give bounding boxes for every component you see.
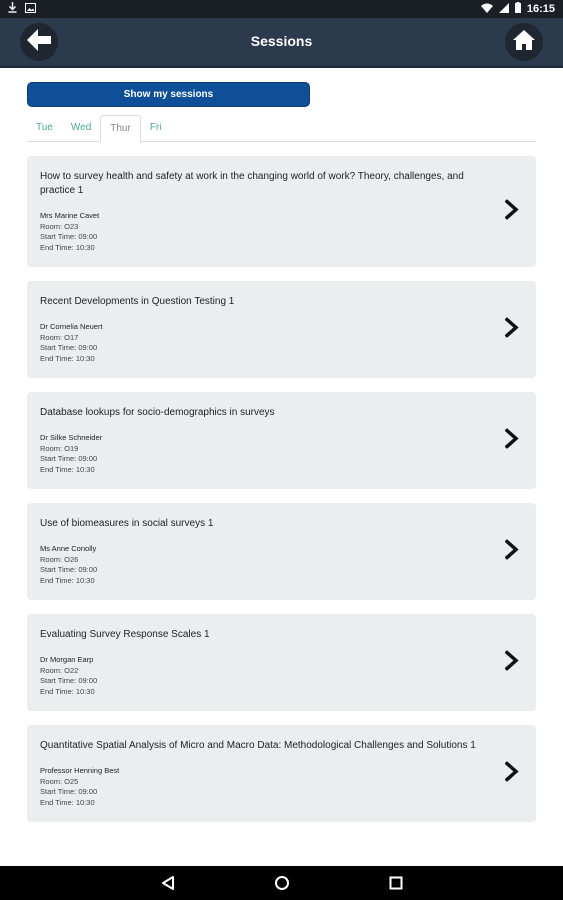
session-title: Evaluating Survey Response Scales 1 xyxy=(40,629,210,640)
status-bar xyxy=(0,0,563,18)
battery-icon xyxy=(515,2,521,16)
download-icon xyxy=(8,2,17,16)
session-end-time: End Time: 10:30 xyxy=(40,353,95,363)
session-card[interactable] xyxy=(27,392,536,489)
wifi-icon xyxy=(481,3,493,16)
app-bar xyxy=(0,18,563,68)
session-title: Quantitative Spatial Analysis of Micro and Macro Data: Methodological Challenges and Solutions 1 xyxy=(40,740,476,751)
session-end-time: End Time: 10:30 xyxy=(40,464,95,474)
tab-thur[interactable]: Thur xyxy=(100,115,141,143)
session-end-time: End Time: 10:30 xyxy=(40,797,95,807)
session-card[interactable] xyxy=(27,614,536,711)
session-title: Use of biomeasures in social surveys 1 xyxy=(40,518,214,529)
show-my-sessions-button[interactable]: Show my sessions xyxy=(27,82,310,107)
session-speaker: Ms Anne Conolly xyxy=(40,544,97,553)
session-card[interactable] xyxy=(27,725,536,822)
nav-back-icon[interactable] xyxy=(160,875,176,896)
session-title: Database lookups for socio-demographics in surveys xyxy=(40,407,275,418)
session-start-time: Start Time: 09:00 xyxy=(40,454,98,463)
session-end-time: End Time: 10:30 xyxy=(40,242,95,252)
tab-wed[interactable]: Wed xyxy=(70,122,92,133)
chevron-right-icon[interactable] xyxy=(505,199,519,224)
session-title: Recent Developments in Question Testing 1 xyxy=(40,296,235,307)
session-speaker: Professor Henning Best xyxy=(40,766,120,775)
tab-fri[interactable]: Fri xyxy=(149,122,162,133)
session-end-time: End Time: 10:30 xyxy=(40,686,95,696)
session-list xyxy=(27,156,536,836)
session-start-time: Start Time: 09:00 xyxy=(40,343,98,352)
session-room: Room: O17 xyxy=(40,332,79,342)
home-icon xyxy=(513,30,535,55)
session-start-time: Start Time: 09:00 xyxy=(40,787,98,796)
day-tabs xyxy=(27,115,536,142)
session-card[interactable] xyxy=(27,156,536,267)
image-icon xyxy=(25,3,36,16)
session-title: How to survey health and safety at work in the changing world of work? Theory, challenges, and practice 1 xyxy=(40,171,464,196)
session-start-time: Start Time: 09:00 xyxy=(40,676,98,685)
session-speaker: Dr Silke Schneider xyxy=(40,433,103,442)
chevron-right-icon[interactable] xyxy=(505,539,519,564)
page-title: Sessions xyxy=(250,33,313,49)
home-button[interactable] xyxy=(505,23,543,61)
session-speaker: Dr Cornelia Neuert xyxy=(40,322,103,331)
session-room: Room: O23 xyxy=(40,221,79,231)
session-room: Room: O25 xyxy=(40,776,79,786)
session-room: Room: O22 xyxy=(40,665,79,675)
nav-recents-icon[interactable] xyxy=(388,875,404,896)
clock: 16:15 xyxy=(526,3,555,15)
session-room: Room: O19 xyxy=(40,443,79,453)
chevron-right-icon[interactable] xyxy=(505,428,519,453)
signal-icon xyxy=(499,3,509,16)
system-nav-bar xyxy=(0,866,563,900)
session-card[interactable] xyxy=(27,281,536,378)
session-end-time: End Time: 10:30 xyxy=(40,575,95,585)
chevron-right-icon[interactable] xyxy=(505,317,519,342)
chevron-right-icon[interactable] xyxy=(505,650,519,675)
session-speaker: Dr Morgan Earp xyxy=(40,655,94,664)
session-speaker: Mrs Marine Cavet xyxy=(40,211,100,220)
session-room: Room: O26 xyxy=(40,554,79,564)
chevron-right-icon[interactable] xyxy=(505,761,519,786)
tab-tue[interactable]: Tue xyxy=(36,122,53,133)
nav-home-icon[interactable] xyxy=(274,875,290,896)
session-start-time: Start Time: 09:00 xyxy=(40,565,98,574)
session-start-time: Start Time: 09:00 xyxy=(40,232,98,241)
session-card[interactable] xyxy=(27,503,536,600)
